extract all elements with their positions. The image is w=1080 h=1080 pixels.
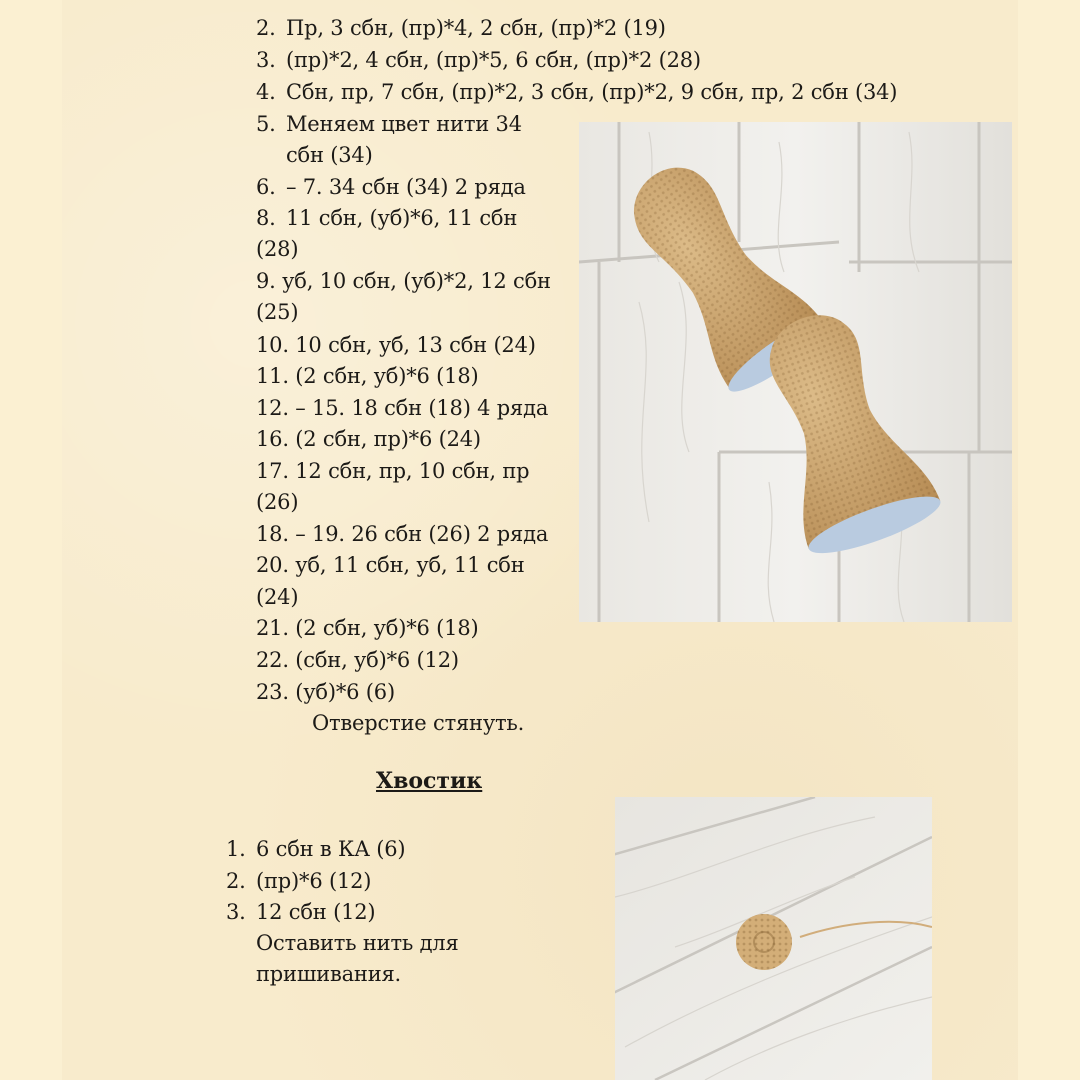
pattern-row-10: 10. 10 сбн, уб, 13 сбн (24) bbox=[256, 333, 536, 357]
pattern-row-17: 17. 12 сбн, пр, 10 сбн, пр bbox=[256, 459, 530, 483]
pattern-row-9-count: (25) bbox=[256, 300, 299, 324]
tail-photo bbox=[615, 797, 932, 1080]
tail-row-3: 3. 12 сбн (12) bbox=[226, 900, 376, 924]
pattern-row-5-cont: сбн (34) bbox=[286, 143, 373, 167]
pattern-row-22: 22. (сбн, уб)*6 (12) bbox=[256, 648, 459, 672]
tail-photo-illustration bbox=[615, 797, 932, 1080]
pattern-row-18-19: 18. – 19. 26 сбн (26) 2 ряда bbox=[256, 522, 549, 546]
tail-section-title: Хвостик bbox=[376, 768, 483, 794]
legs-photo bbox=[579, 122, 1012, 622]
tail-row-1: 1. 6 сбн в КА (6) bbox=[226, 837, 406, 861]
pattern-row-11: 11. (2 сбн, уб)*6 (18) bbox=[256, 364, 479, 388]
pattern-row-8-count: (28) bbox=[256, 237, 299, 261]
tail-note-line-1: Оставить нить для bbox=[256, 931, 459, 955]
pattern-row-23: 23. (уб)*6 (6) bbox=[256, 680, 395, 704]
pattern-row-9: 9. уб, 10 сбн, (уб)*2, 12 сбн bbox=[256, 269, 551, 293]
legs-photo-illustration bbox=[579, 122, 1012, 622]
pattern-row-12-15: 12. – 15. 18 сбн (18) 4 ряда bbox=[256, 396, 549, 420]
pattern-row-16: 16. (2 сбн, пр)*6 (24) bbox=[256, 427, 481, 451]
pattern-row-3: 3. (пр)*2, 4 сбн, (пр)*5, 6 сбн, (пр)*2 (28) bbox=[256, 48, 701, 72]
tail-note-line-2: пришивания. bbox=[256, 962, 402, 986]
pattern-row-20-count: (24) bbox=[256, 585, 299, 609]
tail-row-2: 2. (пр)*6 (12) bbox=[226, 869, 372, 893]
pattern-row-6-7: 6. – 7. 34 сбн (34) 2 ряда bbox=[256, 175, 526, 199]
pattern-row-4: 4. Сбн, пр, 7 сбн, (пр)*2, 3 сбн, (пр)*2, 9 сбн, пр, 2 сбн (34) bbox=[256, 80, 898, 104]
pattern-row-5: 5. Меняем цвет нити 34 bbox=[256, 112, 522, 136]
pattern-row-8: 8. 11 сбн, (уб)*6, 11 сбн bbox=[256, 206, 518, 230]
pattern-row-21: 21. (2 сбн, уб)*6 (18) bbox=[256, 616, 479, 640]
pattern-row-2: 2. Пр, 3 сбн, (пр)*4, 2 сбн, (пр)*2 (19) bbox=[256, 16, 666, 40]
close-note: Отверстие стянуть. bbox=[312, 711, 525, 735]
pattern-row-20: 20. уб, 11 сбн, уб, 11 сбн bbox=[256, 553, 525, 577]
pattern-row-17-count: (26) bbox=[256, 490, 299, 514]
